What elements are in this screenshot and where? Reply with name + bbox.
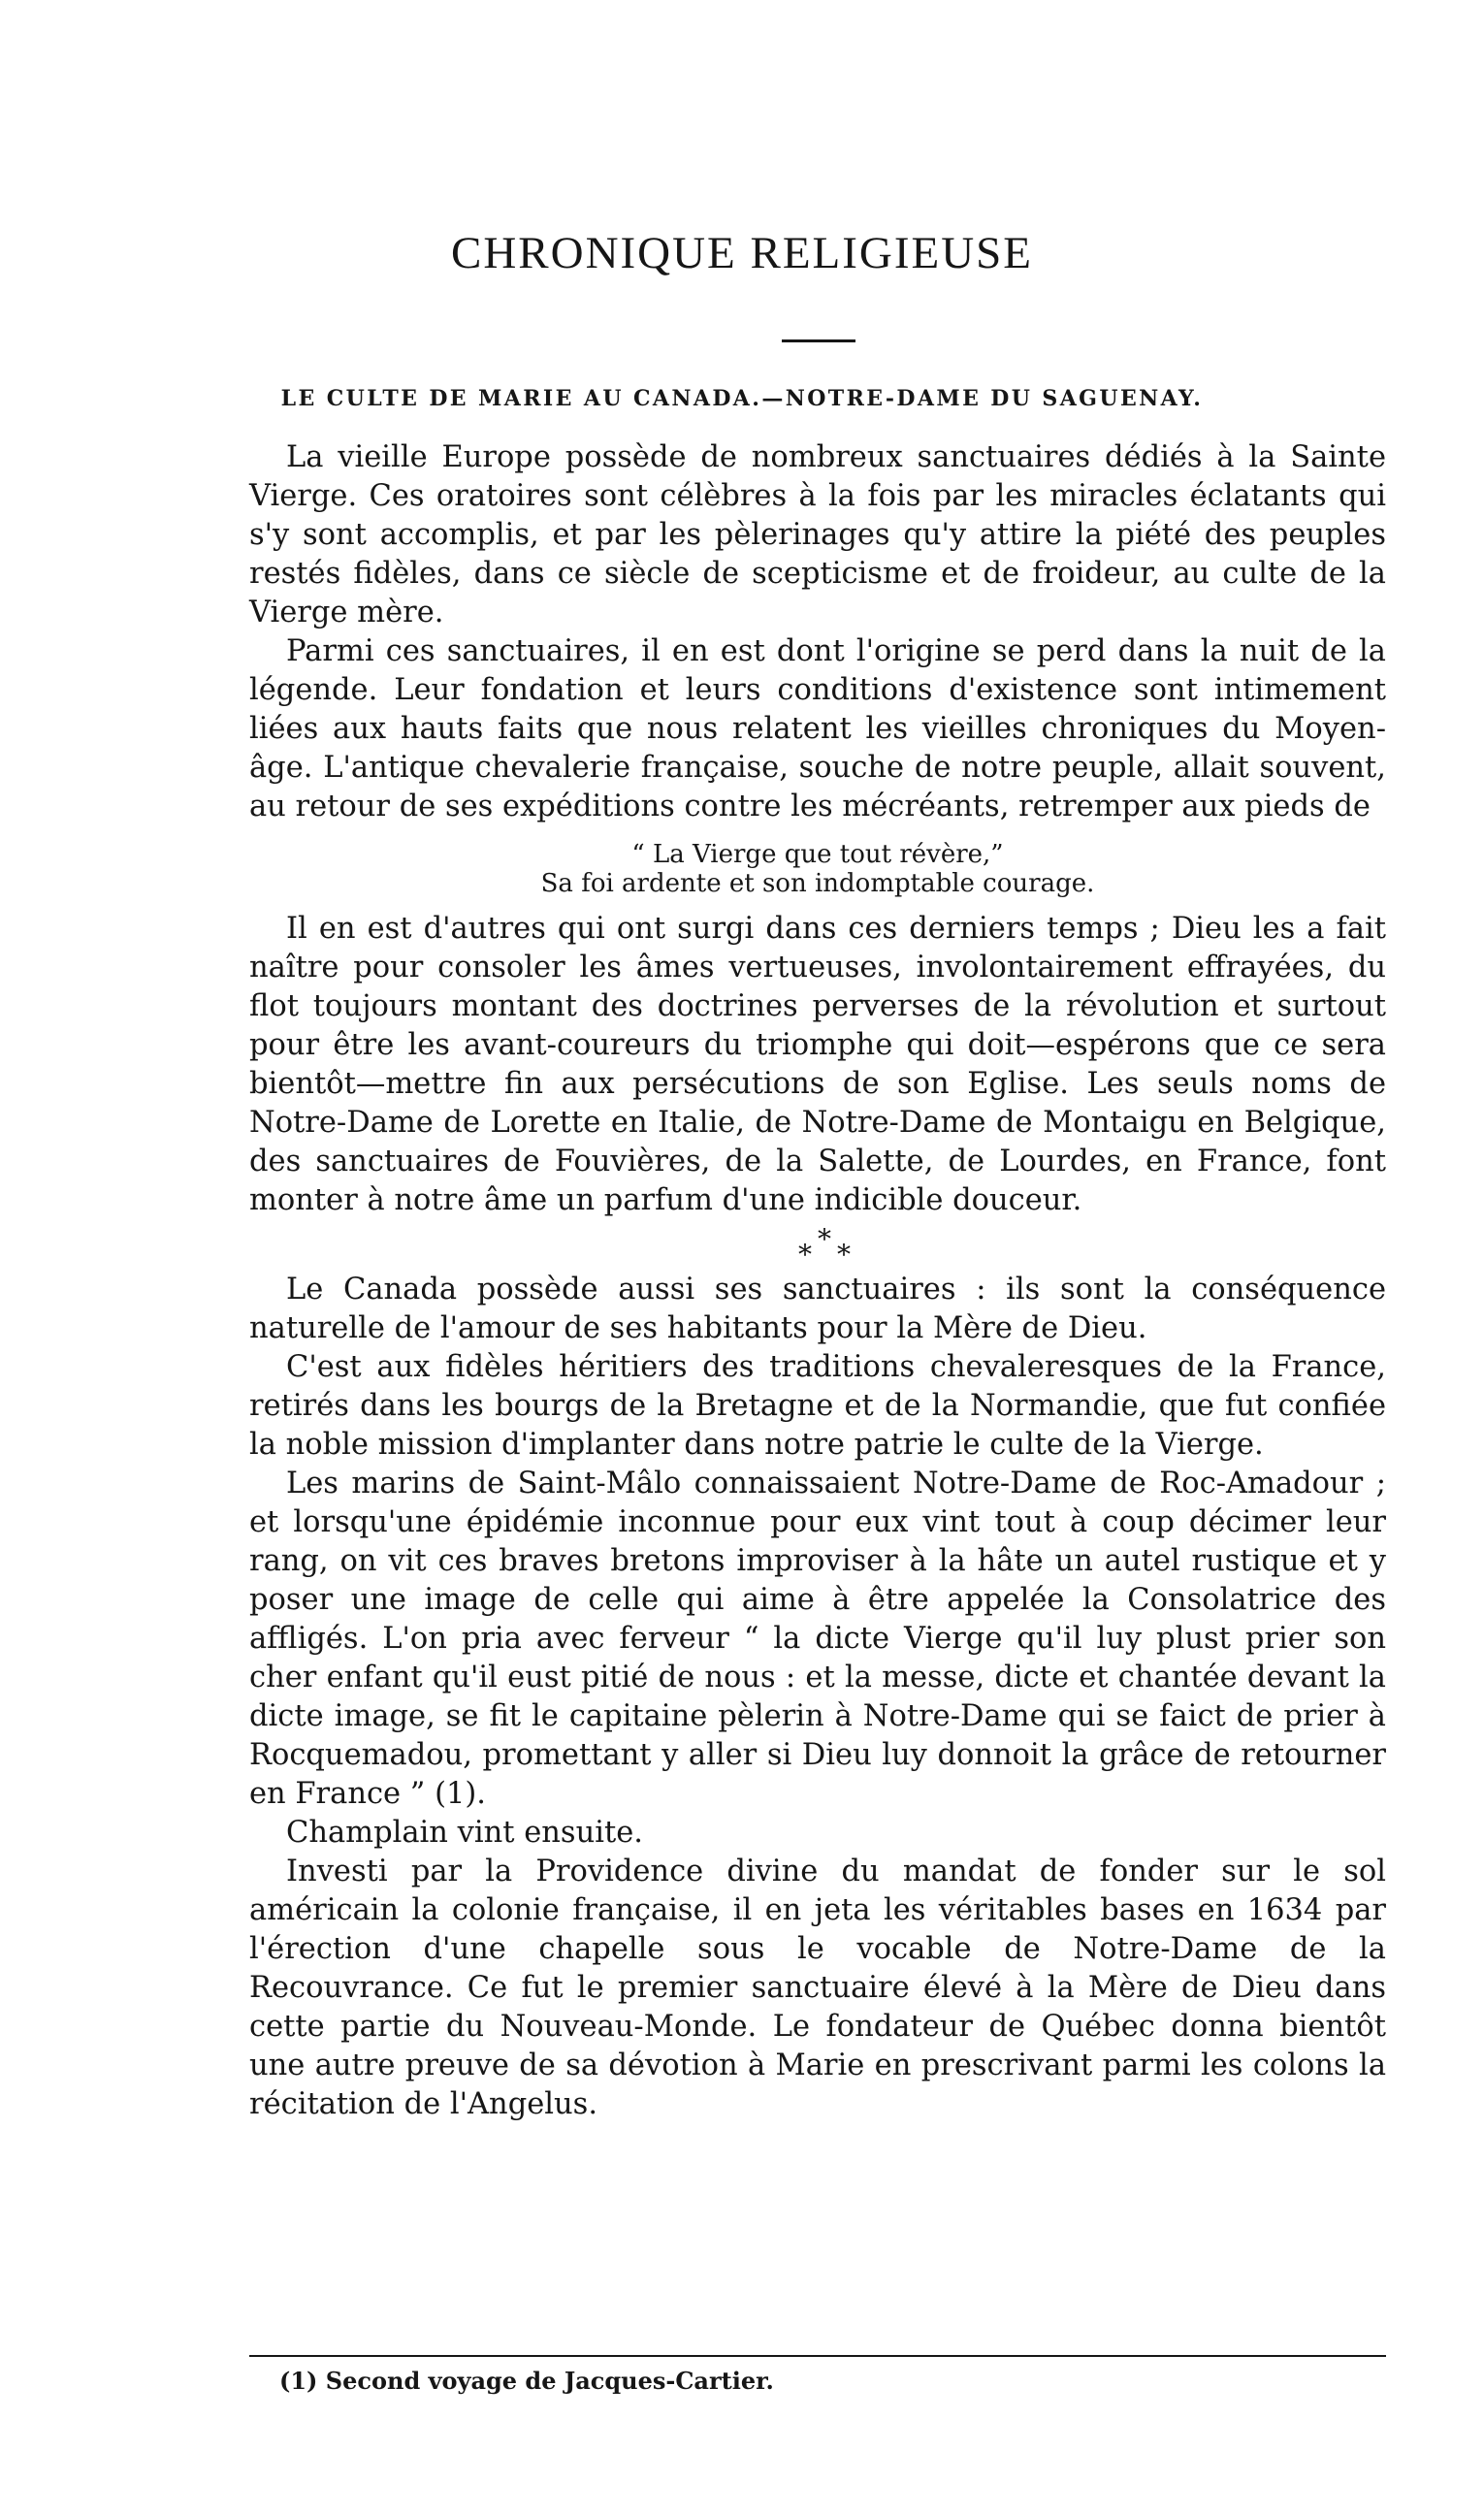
page-subtitle: LE CULTE DE MARIE AU CANADA.—NOTRE-DAME DU SAGUENAY.: [280, 386, 1204, 411]
paragraph: La vieille Europe possède de nombreux sanctuaires dédiés à la Sainte Vierge. Ces oratoires sont célèbres à la fois par les miracles éclatants qui s'y sont accomplis, et par les pèlerinages qu'y attire la piété des peuples restés fidèles, dans ce siècle de scepticisme et de froideur, au culte de la Vierge mère.: [249, 440, 1386, 629]
paragraph: Investi par la Providence divine du mandat de fonder sur le sol américain la colonie française, il en jeta les véritables bases en 1634 par l'érection d'une chapelle sous le vocable de Notre-Dame de la Recouvrance. Ce fut le premier sanctuaire élevé à la Mère de Dieu dans cette partie du Nouveau-Monde. Le fondateur de Québec donna bientôt une autre preuve de sa dévotion à Marie en prescrivant parmi les colons la récitation de l'Angelus.: [249, 1855, 1386, 2121]
paragraph: C'est aux fidèles héritiers des traditions chevaleresques de la France, retirés dans les bourgs de la Bretagne et de la Normandie, que fut confiée la noble mission d'implanter dans notre patrie le culte de la Vierge.: [249, 1350, 1386, 1462]
paragraph: Parmi ces sanctuaires, il en est dont l'origine se perd dans la nuit de la légende. Leur fondation et leurs conditions d'existence sont intimement liées aux hauts faits que nous relatent les vieilles chroniques du Moyen-âge. L'antique chevalerie française, souche de notre peuple, allait souvent, au retour de ses expéditions contre les mécréants, retremper aux pieds de: [249, 634, 1386, 823]
paragraph: Il en est d'autres qui ont surgi dans ces derniers temps ; Dieu les a fait naître pour consoler les âmes vertueuses, involontairement effrayées, du flot toujours montant des doctrines perverses de la révolution et surtout pour être les avant-coureurs du triomphe qui doit—espérons que ce sera bientôt—mettre fin aux persécutions de son Eglise. Les seuls noms de Notre-Dame de Lorette en Italie, de Notre-Dame de Montaigu en Belgique, des sanctuaires de Fouvières, de la Salette, de Lourdes, en France, font monter à notre âme un parfum d'une indicible douceur.: [249, 912, 1386, 1217]
footnote: (1) Second voyage de Jacques-Cartier.: [279, 2367, 774, 2395]
quote-line: Sa foi ardente et son indomptable courage.: [540, 869, 1095, 898]
paragraph: Le Canada possède aussi ses sanctuaires : ils sont la conséquence naturelle de l'amour de ses habitants pour la Mère de Dieu.: [249, 1273, 1386, 1345]
verse-quote: [249, 840, 1386, 898]
paragraph: Champlain vint ensuite.: [286, 1816, 643, 1850]
footnote-rule: [249, 2355, 1386, 2357]
asterism-star: *: [798, 1239, 812, 1271]
asterism-star: *: [837, 1239, 851, 1271]
section-separator: [249, 1220, 1386, 1271]
article-body: [249, 438, 1386, 2124]
quote-line: “ La Vierge que tout révère,”: [631, 840, 1004, 869]
paragraph: Les marins de Saint-Mâlo connaissaient Notre-Dame de Roc-Amadour ; et lorsqu'une épidémie inconnue pour eux vint tout à coup décimer leur rang, on vit ces braves bretons improviser à la hâte un autel rustique et y poser une image de celle qui aime à être appelée la Consolatrice des affligés. L'on pria avec ferveur “ la dicte Vierge qu'il luy plust prier son cher enfant qu'il eust pitié de nous : et la messe, dicte et chantée devant la dicte image, se fit le capitaine pèlerin à Notre-Dame qui se faict de prier à Rocquemadou, promettant y aller si Dieu luy donnoit la grâce de retourner en France ” (1).: [249, 1467, 1386, 1811]
page-title: CHRONIQUE RELIGIEUSE: [450, 228, 1034, 278]
asterism-star: *: [818, 1223, 831, 1255]
title-rule: [782, 339, 855, 342]
